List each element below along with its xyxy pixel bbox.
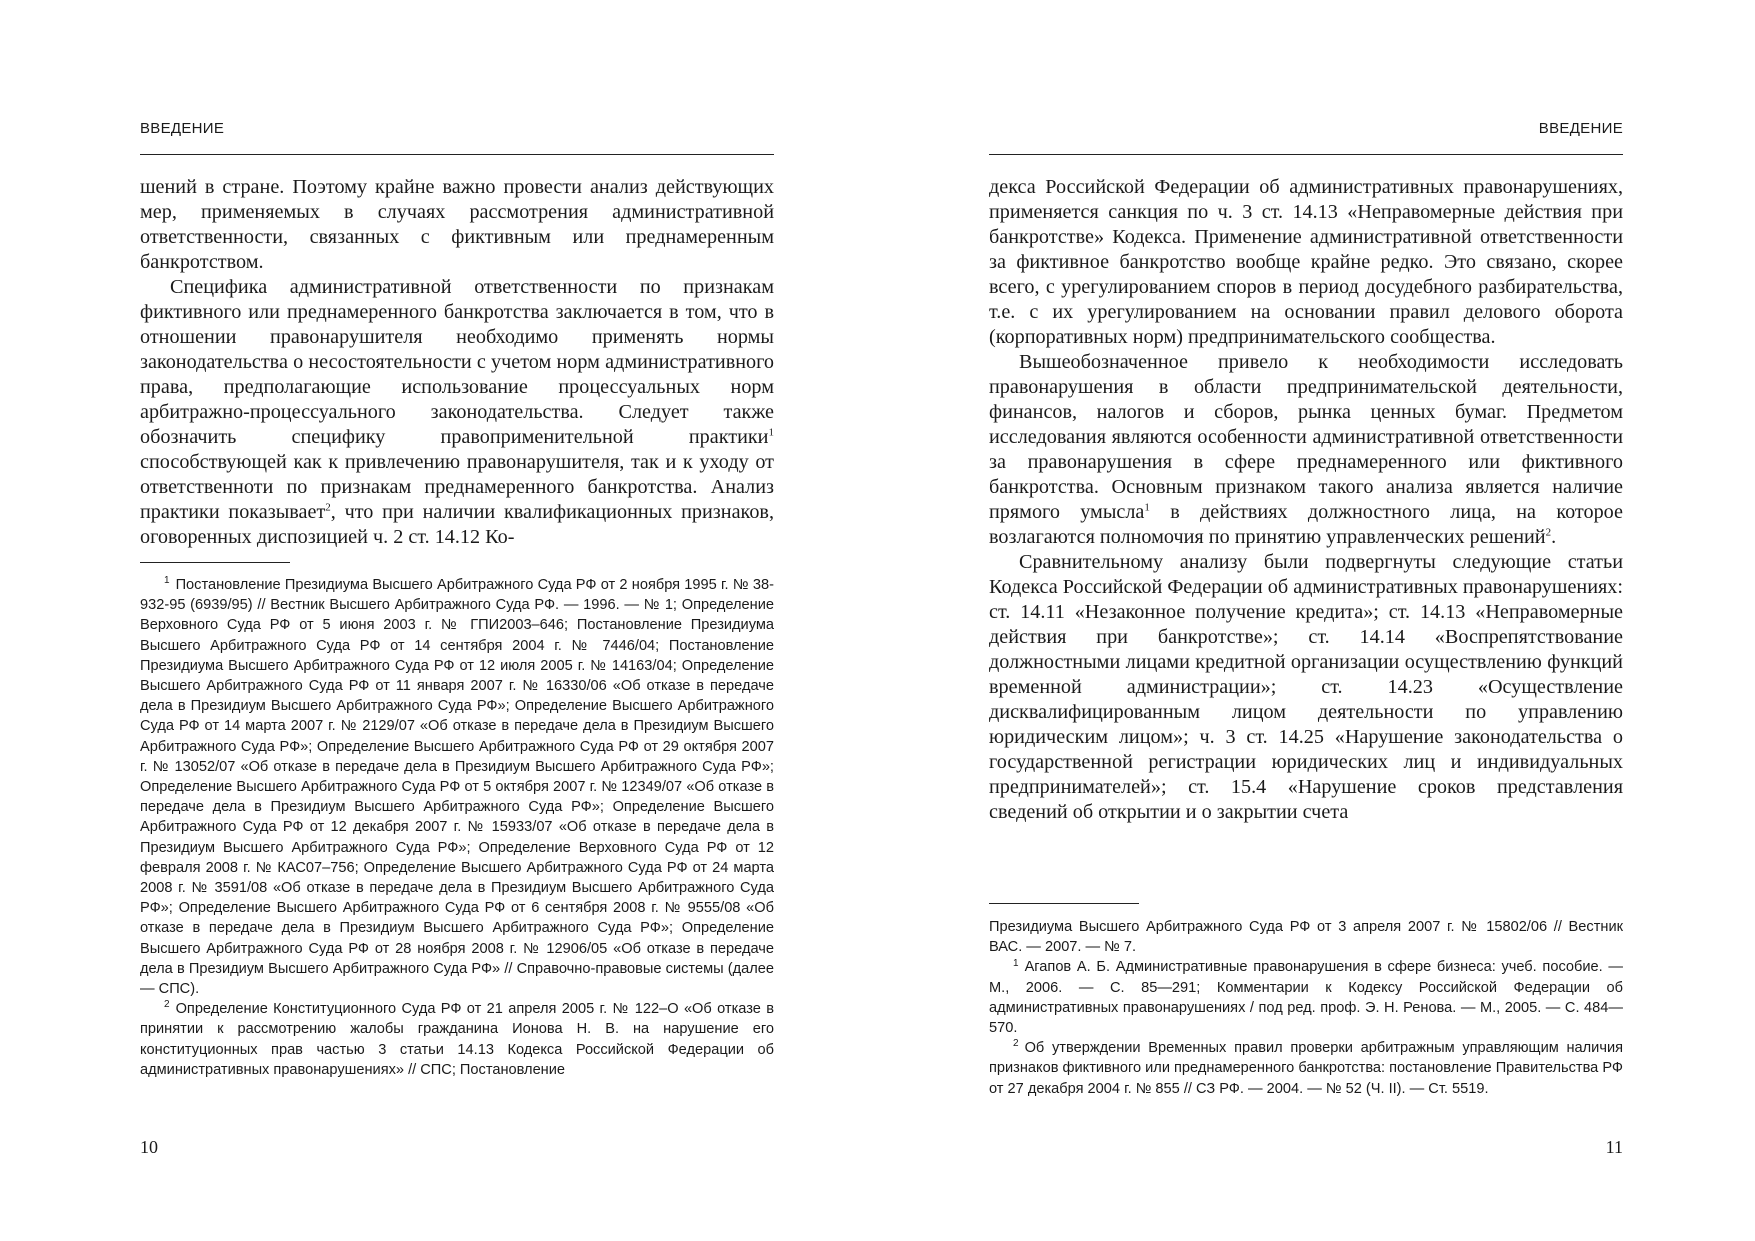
header-rule	[140, 154, 774, 155]
footnote-ref: 2	[325, 501, 331, 514]
paragraph: декса Российской Федерации об административных правонарушениях, применяется санкция по ч. 3 ст. 14.13 «Неправомерные действия при банкротстве» Кодекса. Применение административной ответственности за фиктивное банкротство вообще крайне редко. Это связано, скорее всего, с урегулированием споров в период досудебного разбирательства, т.е. с их урегулированием на основании правил делового оборота (корпоративных норм) предпринимательского сообщества.	[989, 176, 1623, 348]
footnote-rule	[989, 903, 1139, 904]
body-text	[989, 175, 1623, 825]
paragraph: Вышеобозначенное привело к необходимости исследовать правонарушения в области предпринимательской деятельности, финансов, налогов и сборов, рынка ценных бумаг. Предметом исследования являются особенности административной ответственности за правонарушения в сфере преднамеренного или фиктивного банкротства. Основным признаком такого анализа является наличие прямого умысла$^1$ в действиях должностного лица, на которое возлагаются полномочия по принятию управленческих решений$^2$.	[989, 351, 1623, 548]
footnote: $^1$ Агапов А. Б. Административные правонарушения в сфере бизнеса: учеб. пособие. — М., 2006. — С. 85—291; Комментарии к Кодексу Российской Федерации об административных правонарушениях / под ред. проф. Э. Н. Ренова. — М., 2005. — С. 484—570.	[989, 957, 1623, 1037]
page-number: 11	[1605, 1137, 1623, 1157]
right-page	[989, 0, 1623, 1241]
running-head: ВВЕДЕНИЕ	[1538, 120, 1623, 137]
footnote-ref: 2	[1545, 526, 1552, 539]
footnote: $^1$ Постановление Президиума Высшего Арбитражного Суда РФ от 2 ноября 1995 г. № 38-932-95 (6939/95) // Вестник Высшего Арбитражного Суда РФ. — 1996. — № 1; Определение Верховного Суда РФ от 5 июня 2003 г. № ГПИ2003–646; Постановление Президиума Высшего Арбитражного Суда РФ от 14 сентября 2004 г. № 7446/04; Постановление Президиума Высшего Арбитражного Суда РФ от 12 июля 2005 г. № 14163/04; Определение Высшего Арбитражного Суда РФ от 11 января 2007 г. № 16330/06 «Об отказе в передаче дела в Президиум Высшего Арбитражного Суда РФ»; Определение Высшего Арбитражного Суда РФ от 14 марта 2007 г. № 2129/07 «Об отказе в передаче дела в Президиум Высшего Арбитражного Суда РФ»; Определение Высшего Арбитражного Суда РФ от 29 октября 2007 г. № 13052/07 «Об отказе в передаче дела в Президиум Высшего Арбитражного Суда РФ»; Определение Высшего Арбитражного Суда РФ от 5 октября 2007 г. № 12349/07 «Об отказе в передаче дела в Президиум Высшего Арбитражного Суда РФ»; Определение Высшего Арбитражного Суда РФ от 12 декабря 2007 г. № 15933/07 «Об отказе в передаче дела в Президиум Высшего Арбитражного Суда РФ»; Определение Верховного Суда РФ от 12 февраля 2008 г. № КАС07–756; Определение Высшего Арбитражного Суда РФ от 24 марта 2008 г. № 3591/08 «Об отказе в передаче дела в Президиум Высшего Арбитражного Суда РФ»; Определение Высшего Арбитражного Суда РФ от 6 сентября 2008 г. № 9555/08 «Об отказе в передаче дела в Президиум Высшего Арбитражного Суда РФ»; Определение Высшего Арбитражного Суда РФ от 28 ноября 2008 г. № 12906/05 «Об отказе в передаче дела в Президиум Высшего Арбитражного Суда РФ» // Справочно-правовые системы (далее — СПС).	[140, 575, 774, 998]
footnotes	[140, 575, 774, 1080]
footnote-continuation: Президиума Высшего Арбитражного Суда РФ от 3 апреля 2007 г. № 15802/06 // Вестник ВАС. — 2007. — № 7.	[989, 919, 1623, 956]
running-head: ВВЕДЕНИЕ	[140, 120, 225, 137]
header-rule	[989, 154, 1623, 155]
paragraph: Специфика административной ответственности по признакам фиктивного или преднамеренного банкротства заключается в том, что в отношении правонарушителя необходимо применять нормы законодательства о несостоятельности с учетом норм административного права, предполагающие использование процессуальных норм арбитражно-процессуального законодательства. Следует также обозначить специфику правоприменительной практики$^1$ способствующей как к привлечению правонарушителя, так и к уходу от ответственноти по признакам преднамеренного банкротства. Анализ практики показывает$^2$, что при наличии квалификационных признаков, оговоренных диспозицией ч. 2 ст. 14.12 Ко-	[140, 276, 774, 548]
paragraph: Сравнительному анализу были подвергнуты следующие статьи Кодекса Российской Федерации об административных правонарушениях: ст. 14.11 «Незаконное получение кредита»; ст. 14.13 «Неправомерные действия при банкротстве»; ст. 14.14 «Воспрепятствование должностными лицами кредитной организации осуществлению функций временной администрации»; ст. 14.23 «Осуществление дисквалифицированным лицом деятельности по управлению юридическим лицом»; ч. 3 ст. 14.25 «Нарушение законодательства о государственной регистрации юридических лиц и индивидуальных предпринимателей»; ст. 15.4 «Нарушение сроков представления сведений об открытии и о закрытии счета	[989, 551, 1623, 823]
footnote: $^2$ Об утверждении Временных правил проверки арбитражным управляющим наличия признаков фиктивного или преднамеренного банкротства: постановление Правительства РФ от 27 декабря 2004 г. № 855 // СЗ РФ. — 2004. — № 52 (Ч. II). — Ст. 5519.	[989, 1038, 1624, 1097]
footnote-ref: 1	[1144, 501, 1150, 514]
left-page	[140, 0, 774, 1241]
footnote: $^2$ Определение Конституционного Суда РФ от 21 апреля 2005 г. № 122–О «Об отказе в принятии к рассмотрению жалобы гражданина Ионова Н. В. на нарушение его конституционных прав частью 3 статьи 14.13 Кодекса Российской Федерации об административных правонарушениях» // СПС; Постановление	[140, 999, 774, 1078]
footnotes	[989, 917, 1623, 1099]
footnote-ref: 1	[768, 426, 774, 439]
footnote-rule	[140, 562, 290, 563]
body-text	[140, 175, 774, 550]
paragraph: шений в стране. Поэтому крайне важно провести анализ действующих мер, применяемых в случаях рассмотрения административной ответственности, связанных с фиктивным или преднамеренным банкротством.	[140, 176, 774, 273]
page-number: 10	[140, 1137, 158, 1157]
